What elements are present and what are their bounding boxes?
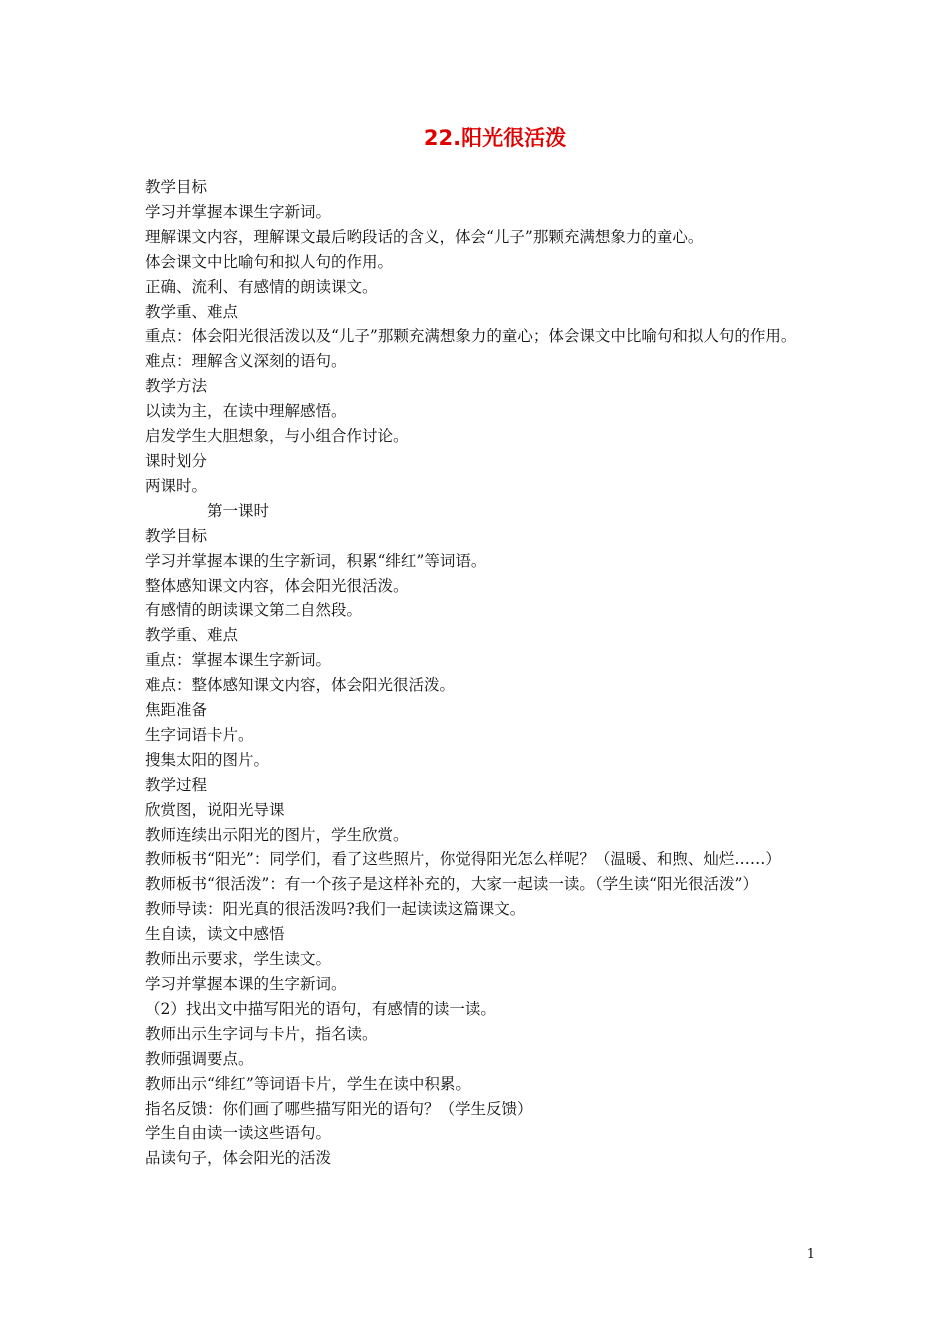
body-line: 两课时。: [145, 476, 208, 495]
body-line: 欣赏图，说阳光导课: [145, 800, 285, 819]
body-line: 品读句子，体会阳光的活泼: [145, 1149, 332, 1168]
body-line: 指名反馈：你们画了哪些描写阳光的语句？（学生反馈）: [145, 1099, 533, 1118]
body-line: 难点：理解含义深刻的语句。: [145, 352, 347, 371]
body-line: 学习并掌握本课的生字新词，积累“绯红”等词语。: [145, 551, 487, 570]
body-line: 教师强调要点。: [145, 1049, 254, 1068]
body-line: 教师连续出示阳光的图片，学生欣赏。: [145, 825, 409, 844]
document-title: 22.阳光很活泼: [423, 126, 567, 150]
body-line: 学习并掌握本课的生字新词。: [145, 975, 347, 993]
body-line: 学习并掌握本课生字新词。: [145, 202, 332, 221]
body-line: 正确、流利、有感情的朗读课文。: [145, 277, 378, 296]
body-line: （2）找出文中描写阳光的语句，有感情的读一读。: [145, 999, 496, 1018]
section-heading: 课时划分: [145, 451, 208, 470]
body-line: 难点：整体感知课文内容，体会阳光很活泼。: [145, 676, 456, 695]
body-line: 教师导读：阳光真的很活泼吗?我们一起读读这篇课文。: [145, 900, 526, 919]
section-heading: 教学过程: [145, 775, 208, 794]
body-line: 重点：体会阳光很活泼以及“儿子”那颗充满想象力的童心；体会课文中比喻句和拟人句的作用。: [145, 327, 797, 346]
body-line: 以读为主，在读中理解感悟。: [145, 402, 347, 421]
body-line: 体会课文中比喻句和拟人句的作用。: [145, 252, 394, 271]
body-line: 教师出示生字词与卡片，指名读。: [145, 1024, 378, 1043]
body-line: 生字词语卡片。: [145, 725, 254, 744]
body-line: 学生自由读一读这些语句。: [145, 1124, 332, 1143]
body-line: 启发学生大胆想象，与小组合作讨论。: [145, 427, 409, 446]
body-line: 理解课文内容，理解课文最后哟段话的含义，体会“儿子”那颗充满想象力的童心。: [145, 227, 704, 246]
body-line: 整体感知课文内容，体会阳光很活泼。: [145, 576, 409, 595]
section-heading: 教学目标: [145, 526, 208, 545]
section-heading: 教学重、难点: [145, 626, 239, 645]
page-number: 1: [806, 1247, 815, 1262]
section-heading: 焦距准备: [145, 701, 208, 720]
body-line: 有感情的朗读课文第二自然段。: [145, 601, 363, 620]
body-line: 生自读，读文中感悟: [145, 925, 285, 944]
document-body: [145, 175, 810, 1171]
body-line: 教师板书“阳光”：同学们，看了这些照片，你觉得阳光怎么样呢？（温暖、和煦、灿烂……）: [145, 850, 781, 869]
body-line: 教师板书“很活泼”：有一个孩子是这样补充的，大家一起读一读。（学生读“阳光很活泼”）: [145, 875, 758, 894]
body-line: 教师出示要求，学生读文。: [145, 950, 332, 969]
section-heading: 教学重、难点: [145, 302, 239, 321]
lesson-heading: 第一课时: [207, 501, 270, 520]
section-heading: 教学目标: [145, 178, 208, 196]
body-line: 重点：掌握本课生字新词。: [145, 651, 332, 670]
body-line: 搜集太阳的图片。: [145, 750, 270, 769]
section-heading: 教学方法: [145, 377, 208, 396]
body-line: 教师出示“绯红”等词语卡片，学生在读中积累。: [145, 1074, 471, 1093]
